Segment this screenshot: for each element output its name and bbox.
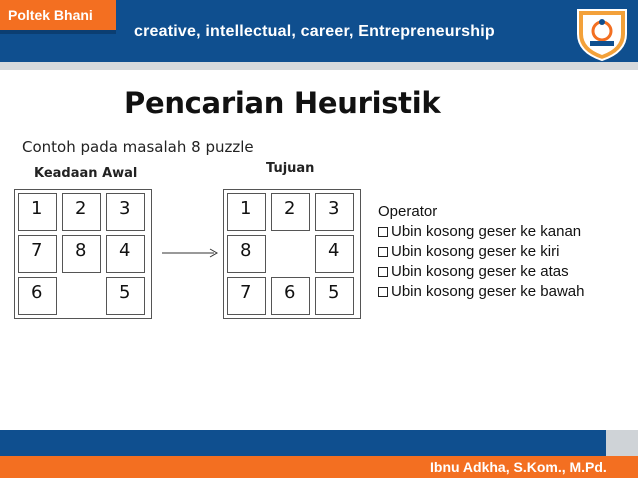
puzzle-tile: 7: [227, 277, 266, 315]
checkbox-bullet-icon: [378, 267, 388, 277]
puzzle-tile: 5: [315, 277, 354, 315]
operator-item: [378, 222, 584, 242]
puzzle-tile: 4: [315, 235, 354, 273]
puzzle-tile: 2: [271, 193, 310, 231]
slide-subtitle: Contoh pada masalah 8 puzzle: [22, 138, 254, 156]
puzzle-tile: 3: [106, 193, 145, 231]
checkbox-bullet-icon: [378, 247, 388, 257]
puzzle-tile: 6: [18, 277, 57, 315]
checkbox-bullet-icon: [378, 287, 388, 297]
operator-title: Operator: [378, 203, 438, 220]
transition-arrow-icon: [162, 248, 218, 258]
puzzle-tile: 6: [271, 277, 310, 315]
goal-state-board: [223, 189, 361, 319]
checkbox-bullet-icon: [378, 227, 388, 237]
slide-title: Pencarian Heuristik: [124, 86, 441, 120]
operator-label: Ubin kosong geser ke kiri: [391, 243, 560, 260]
initial-state-label: Keadaan Awal: [34, 166, 138, 181]
puzzle-tile: 2: [62, 193, 101, 231]
puzzle-tile: 8: [227, 235, 266, 273]
header-tagline: creative, intellectual, career, Entrepreneurship: [134, 23, 495, 40]
footer-bar: [0, 430, 638, 456]
goal-state-label: Tujuan: [266, 161, 315, 176]
operator-list: [378, 202, 584, 302]
footer-author: Ibnu Adkha, S.Kom., M.Pd.: [430, 459, 607, 475]
header-divider: [0, 62, 638, 70]
operator-item: [378, 282, 584, 302]
puzzle-tile: 8: [62, 235, 101, 273]
operator-label: Ubin kosong geser ke atas: [391, 263, 569, 280]
operator-item: [378, 262, 584, 282]
brand-tab-underline: [0, 30, 116, 34]
puzzle-tile: 1: [227, 193, 266, 231]
puzzle-tile: 1: [18, 193, 57, 231]
puzzle-tile: 7: [18, 235, 57, 273]
operator-label: Ubin kosong geser ke bawah: [391, 283, 585, 300]
brand-name: Poltek Bhani: [8, 7, 93, 23]
puzzle-tile: 4: [106, 235, 145, 273]
initial-state-board: [14, 189, 152, 319]
puzzle-tile: 3: [315, 193, 354, 231]
operator-label: Ubin kosong geser ke kanan: [391, 223, 582, 240]
puzzle-tile: 5: [106, 277, 145, 315]
footer-accent: [606, 430, 638, 456]
operator-item: [378, 242, 584, 262]
institution-logo-icon: [574, 4, 630, 62]
